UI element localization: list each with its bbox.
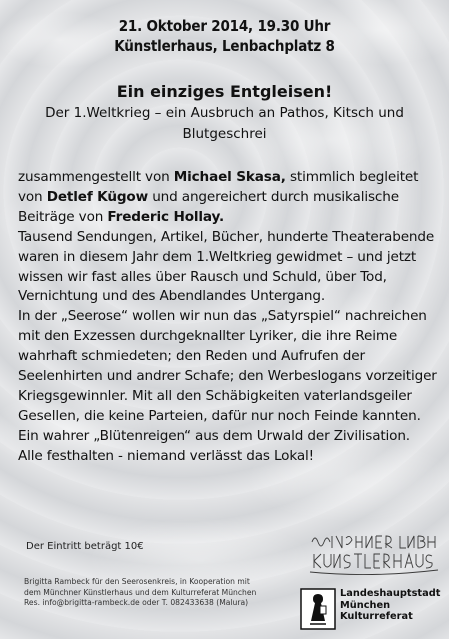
- event-title: Ein einziges Entgleisen!: [116, 82, 333, 101]
- reservation-line: Res. info@brigitta-rambeck.de oder T. 082433638 (Malura): [24, 598, 249, 607]
- credits-text: und angereichert durch musikalische Beiträge von: [18, 188, 399, 225]
- organizer-info: [24, 577, 324, 609]
- event-header: [0, 16, 449, 56]
- city-logo-line: Kulturreferat: [340, 611, 413, 622]
- city-logo-line: Landeshauptstadt: [340, 588, 441, 599]
- performer-name: Michael Skasa,: [173, 169, 286, 185]
- city-logo-text: [340, 588, 440, 623]
- performer-name: Frederic Hollay.: [107, 208, 225, 225]
- event-venue: Künstlerhaus, Lenbachplatz 8: [114, 37, 335, 55]
- event-subtitle: Der 1.Weltkrieg – ein Ausbruch an Pathos, Kitsch und Blutgeschrei: [45, 105, 404, 142]
- description: [18, 168, 438, 467]
- admission-price: Der Eintritt beträgt 10€: [26, 541, 144, 552]
- credits-paragraph: [18, 168, 438, 228]
- city-logo-line: München: [340, 599, 391, 611]
- credits-text: stimmlich begleitet von: [18, 169, 419, 205]
- munich-monk-emblem-icon: [300, 588, 336, 630]
- organizer-line: dem Münchner Künstlerhaus und dem Kulturreferat München: [24, 587, 257, 597]
- intro-paragraph: Tausend Sendungen, Artikel, Bücher, hunderte Theaterabende waren in diesem Jahr dem 1.Weltkrieg gewidmet – und jetzt wissen wir fast alles über Rausch und Schuld, über Tod, Vernichtung und des Abendlandes Untergang.: [18, 228, 435, 305]
- kuenstlerhaus-logo: [308, 532, 440, 578]
- program-paragraph: In der „Seerose“ wollen wir nun das „Satyrspiel“ nachreichen mit den Exzessen durchgeknallter Lyriker, die ihre Reime wahrhaft schmiedeten; den Reden und Aufrufen der Seelenhirten und andrer Schafe; den Werbeslogans vorzeitiger Kriegsgewinnler. Mit all den Schäbigkeiten vaterlandsgeiler Gesellen, die keine Parteien, dafür nur noch Feinde kannten. Ein wahrer „Blütenreigen“ aus dem Urwald der Zivilisation. Alle festhalten - niemand verlässt das Lokal!: [18, 308, 437, 464]
- organizer-line: Brigitta Rambeck für den Seerosenkreis, in Kooperation mit: [24, 577, 250, 586]
- city-kulturreferat-logo: [300, 586, 445, 634]
- performer-name: Detlef Kügow: [46, 188, 149, 205]
- credits-text: zusammengestellt von: [18, 169, 174, 185]
- event-date: 21. Oktober 2014, 19.30 Uhr: [118, 17, 331, 35]
